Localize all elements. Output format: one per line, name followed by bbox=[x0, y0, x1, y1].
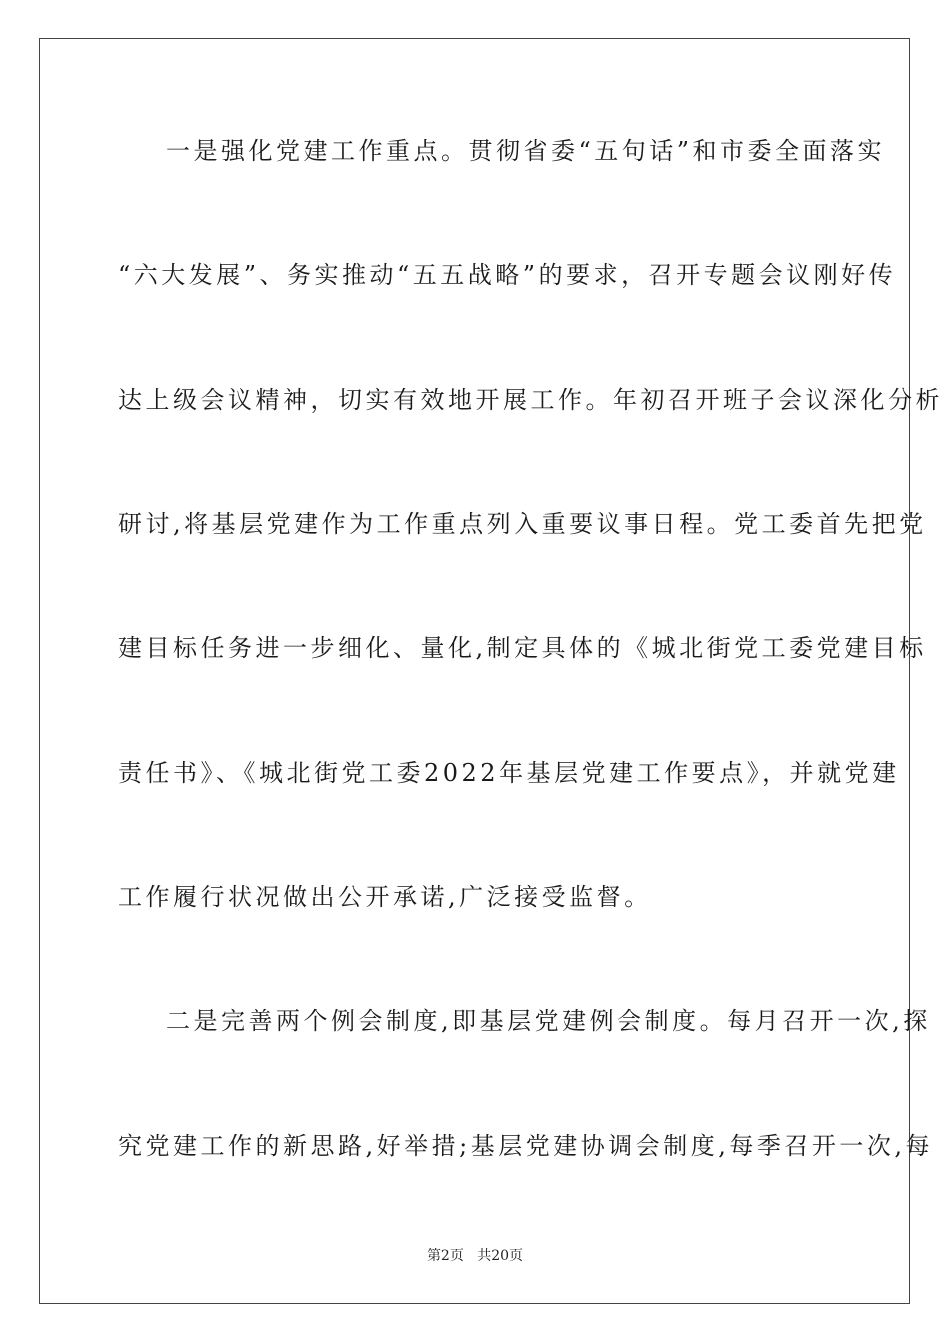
paragraph-2-line-1: 二是完善两个例会制度,即基层党建例会制度。每月召开一次,探 bbox=[166, 1007, 931, 1035]
page-footer bbox=[0, 1246, 950, 1266]
paragraph-1-line-7: 工作履行状况做出公开承诺,广泛接受监督。 bbox=[118, 883, 652, 911]
page-total: 共20页 bbox=[477, 1248, 524, 1264]
paragraph-2-line-2: 究党建工作的新思路,好举措;基层党建协调会制度,每季召开一次,每 bbox=[118, 1132, 933, 1160]
paragraph-1-line-3: 达上级会议精神，切实有效地开展工作。年初召开班子会议深化分析 bbox=[118, 386, 943, 414]
paragraph-1-line-6: 责任书》、《城北街党工委2022年基层党建工作要点》，并就党建 bbox=[118, 759, 900, 787]
paragraph-1-line-2: “六大发展”、务实推动“五五战略”的要求，召开专题会议刚好传 bbox=[118, 261, 897, 289]
page-border bbox=[39, 38, 943, 1304]
page-number: 第2页 bbox=[426, 1248, 464, 1264]
paragraph-1-line-1: 一是强化党建工作重点。贯彻省委“五句话”和市委全面落实 bbox=[166, 137, 886, 165]
paragraph-1-line-4: 研讨,将基层党建作为工作重点列入重要议事日程。党工委首先把党 bbox=[118, 510, 927, 538]
paragraph-1-line-5: 建目标任务进一步细化、量化,制定具体的《城北街党工委党建目标 bbox=[118, 634, 927, 662]
